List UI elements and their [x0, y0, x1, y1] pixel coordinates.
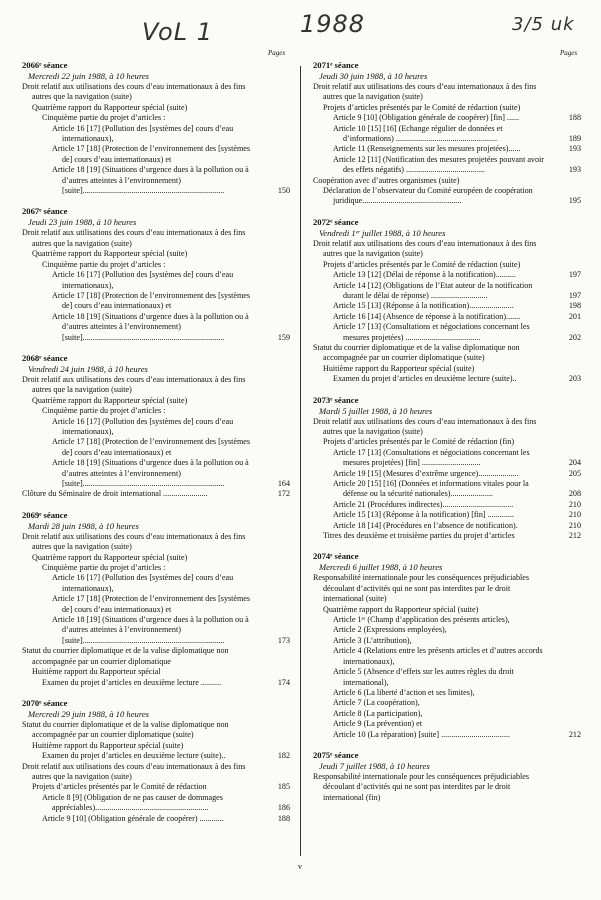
toc-line-text: Quatrième rapport du Rapporteur spécial (suite): [32, 552, 188, 562]
toc-line: [313, 312, 581, 322]
toc-line: [313, 82, 581, 103]
toc-page-number: 204: [568, 458, 581, 468]
toc-line: [313, 364, 581, 374]
toc-line: [22, 270, 290, 291]
toc-line-text: Article 11 (Renseignements sur les mesures projetées)......: [333, 144, 521, 154]
toc-line: [22, 563, 290, 573]
toc-page-number: 159: [277, 332, 290, 342]
toc-line: [22, 82, 290, 103]
session-date: Vendredi 24 juin 1988, à 10 heures: [28, 363, 148, 374]
toc-line-text: Projets d’articles présentés par le Comité de rédaction (suite): [323, 102, 521, 112]
toc-line: [313, 322, 581, 343]
toc-line: [313, 479, 581, 500]
toc-line: [313, 531, 581, 541]
toc-line-text: Article 5 (Absence d’effets sur les autres règles du droit international),: [333, 667, 514, 687]
toc-line-text: Cinquième partie du projet d’articles :: [42, 563, 166, 573]
toc-line: [313, 437, 581, 447]
toc-line-text: Quatrième rapport du Rapporteur spécial (suite): [32, 395, 188, 405]
toc-line: [313, 260, 581, 270]
toc-line: [22, 782, 290, 792]
session-title: 2068ᵉ séance: [22, 352, 68, 363]
toc-line: [313, 698, 581, 708]
toc-line: [22, 291, 290, 312]
toc-line: [313, 646, 581, 667]
toc-line: [22, 762, 290, 783]
toc-line-text: Huitième rapport du Rapporteur spécial (suite): [32, 740, 184, 750]
toc-line-text: Article 19 [15] (Mesures d’extrême urgence)....................: [333, 468, 519, 478]
toc-line: [22, 312, 290, 343]
session-entry: [22, 60, 290, 196]
toc-line-text: Responsabilité internationale pour les conséquences préjudiciables découlant d’activités qui ne sont pas interdites par le droit international (suite): [313, 573, 529, 604]
toc-line: [22, 375, 290, 396]
toc-line-text: Article 17 [13] (Consultations et négociations concernant les mesures projetées) [fin] .............................: [333, 447, 530, 468]
toc-line-text: Article 1ᵉʳ (Champ d’application des présents articles),: [333, 615, 510, 625]
toc-line: [22, 678, 290, 688]
toc-page-number: 197: [568, 290, 581, 300]
session-entry: [22, 510, 290, 688]
toc-line-text: Examen du projet d’articles en deuxième lecture ..........: [42, 677, 222, 687]
toc-page-number: 198: [568, 301, 581, 311]
toc-line: [22, 741, 290, 751]
toc-line-text: Article 18 [19] (Situations d’urgence dues à la pollution ou à d’autres atteintes à l’environnement) [suite]......................................................................: [52, 165, 249, 196]
pages-header-right: Pages: [560, 49, 578, 57]
toc-page-number: 188: [568, 113, 581, 123]
toc-line-text: Quatrième rapport du Rapporteur spécial (suite): [32, 102, 188, 112]
toc-line: [313, 469, 581, 479]
session-date: Jeudi 7 juillet 1988, à 10 heures: [319, 760, 430, 771]
toc-line: [313, 374, 581, 384]
toc-line: [22, 615, 290, 646]
toc-line-text: Article 16 [14] (Absence de réponse à la notification).......: [333, 311, 521, 321]
toc-line: [22, 751, 290, 761]
session-date: Jeudi 30 juin 1988, à 10 heures: [319, 71, 428, 81]
toc-line: [22, 437, 290, 458]
toc-line: [22, 228, 290, 249]
toc-page-number: 174: [277, 677, 290, 687]
toc-page-number: 186: [277, 803, 290, 813]
toc-line-text: Titres des deuxième et troisième parties du projet d’articles: [323, 531, 515, 541]
toc-line-text: Article 16 [17] (Pollution des [systèmes de] cours d’eau internationaux),: [52, 123, 234, 144]
toc-page-number: 189: [568, 134, 581, 144]
toc-line: [313, 605, 581, 615]
session-entry: [22, 206, 290, 342]
toc-line: [313, 573, 581, 604]
session-entry: [313, 750, 581, 803]
toc-line-text: Article 9 [10] (Obligation générale de coopérer) [fin] ......: [333, 113, 520, 123]
toc-line-text: Droit relatif aux utilisations des cours d’eau internationaux à des fins autres que la navigation (suite): [22, 531, 246, 552]
toc-line-text: Article 14 [12] (Obligations de l’Etat auteur de la notification durant le délai de réponse) ............................: [333, 280, 533, 300]
toc-line-text: Article 15 [13] (Réponse à la notification) [fin] .............: [333, 510, 514, 520]
toc-line: [22, 165, 290, 196]
toc-line-text: Article 18 [19] (Situations d’urgence dues à la pollution ou à d’autres atteintes à l’environnement) [suite]......................................................................: [52, 311, 249, 342]
toc-line-text: Droit relatif aux utilisations des cours d’eau internationaux à des fins autres que la navigation (suite): [22, 82, 246, 102]
toc-line: [22, 260, 290, 270]
toc-page-number: 208: [568, 489, 581, 499]
toc-page-number: 197: [568, 270, 581, 280]
toc-line-text: Droit relatif aux utilisations des cours d’eau internationaux à des fins autres que la navigation (suite): [22, 761, 246, 781]
toc-line-text: Cinquième partie du projet d’articles :: [42, 259, 166, 269]
toc-line: [313, 667, 581, 688]
toc-line: [313, 186, 581, 207]
left-column: [22, 52, 290, 824]
toc-line-text: Article 17 [18] (Protection de l’environnement des [systèmes de] cours d’eau internationaux) et: [52, 437, 251, 457]
toc-line-text: Droit relatif aux utilisations des cours d’eau internationaux à des fins autres que la navigation (suite): [313, 238, 537, 259]
toc-line-text: Article 16 [17] (Pollution des [systèmes de] cours d’eau internationaux),: [52, 416, 234, 436]
toc-line: [313, 730, 581, 740]
toc-line: [22, 249, 290, 259]
toc-line-text: Article 10 (La réparation) [suite] ..................................: [333, 729, 510, 739]
toc-line-text: Examen du projet d’articles en deuxième lecture (suite)..: [333, 374, 517, 384]
toc-line-text: Article 17 [13] (Consultations et négociations concernant les mesures projetées) .....................................: [333, 322, 530, 342]
toc-line-text: Article 8 [9] (Obligation de ne pas causer de dommages appréciables)........................................................: [42, 792, 223, 813]
session-date: Mardi 28 juin 1988, à 10 heures: [28, 520, 139, 531]
toc-line: [313, 500, 581, 510]
toc-line-text: Quatrième rapport du Rapporteur spécial (suite): [32, 249, 188, 259]
session-entry: [313, 60, 581, 207]
toc-line: [22, 103, 290, 113]
session-title: 2070ᵉ séance: [22, 697, 68, 708]
toc-line: [22, 532, 290, 553]
toc-page-number: 150: [277, 186, 290, 196]
toc-page-number: 212: [568, 729, 581, 739]
toc-line: [313, 239, 581, 260]
toc-line-text: Article 4 (Relations entre les présents articles et d’autres accords internationaux),: [333, 646, 543, 666]
handwritten-fraction: 3/5 uk: [512, 14, 575, 35]
session-title: 2069ᵉ séance: [22, 509, 68, 520]
toc-line: [313, 719, 581, 729]
session-title: 2067ᵉ séance: [22, 206, 68, 217]
session-entry: [313, 217, 581, 385]
toc-line: [22, 113, 290, 123]
toc-line: [313, 448, 581, 469]
toc-line: [22, 406, 290, 416]
toc-page-number: 203: [568, 374, 581, 384]
toc-line-text: Statut du courrier diplomatique et de la valise diplomatique non accompagnée par un courrier diplomatique (suite): [313, 342, 520, 363]
toc-page-number: 173: [277, 635, 290, 645]
toc-line: [22, 124, 290, 145]
session-title: 2075ᵉ séance: [313, 749, 359, 760]
toc-line-text: Article 3 (L’attribution),: [333, 635, 412, 645]
toc-line-text: Cinquième partie du projet d’articles :: [42, 113, 166, 123]
toc-page-number: 210: [568, 510, 581, 520]
toc-line-text: Article 12 [11] (Notification des mesures projetées pouvant avoir des effets négatifs) .......................................: [333, 154, 544, 175]
toc-line-text: Article 21 (Procédures indirectes)...................................: [333, 499, 514, 509]
toc-line-text: Article 17 [18] (Protection de l’environnement des [systèmes de] cours d’eau internationaux) et: [52, 594, 251, 614]
toc-page-number: 193: [568, 165, 581, 175]
toc-line-text: Clôture du Séminaire de droit international ......................: [22, 489, 208, 499]
toc-line-text: Droit relatif aux utilisations des cours d’eau internationaux à des fins autres que la navigation (suite): [313, 82, 537, 102]
session-date: Mardi 5 juillet 1988, à 10 heures: [319, 405, 433, 416]
toc-line-text: Déclaration de l’observateur du Comité européen de coopération juridique.................................................: [323, 186, 533, 206]
toc-line-text: Article 20 [15] [16] (Données et informations vitales pour la défense ou la sécurité nationales).....................: [333, 479, 529, 499]
handwritten-volume: VoL 1: [142, 18, 213, 46]
toc-line-text: Statut du courrier diplomatique et de la valise diplomatique non accompagnée par un courrier diplomatique: [22, 646, 229, 666]
toc-line: [22, 594, 290, 615]
toc-line: [313, 625, 581, 635]
toc-line: [22, 814, 290, 824]
toc-line: [313, 144, 581, 154]
toc-line: [313, 155, 581, 176]
toc-line: [22, 646, 290, 667]
toc-page-number: 212: [568, 531, 581, 541]
toc-line-text: Droit relatif aux utilisations des cours d’eau internationaux à des fins autres que la navigation (suite): [313, 416, 537, 436]
toc-line-text: Droit relatif aux utilisations des cours d’eau internationaux à des fins autres que la navigation (suite): [22, 228, 246, 248]
toc-line-text: Article 16 [17] (Pollution des [systèmes de] cours d’eau internationaux),: [52, 270, 234, 290]
toc-line-text: Article 16 [17] (Pollution des [systèmes de] cours d’eau internationaux),: [52, 573, 234, 593]
toc-line: [313, 510, 581, 520]
column-divider: [300, 66, 301, 856]
toc-line: [22, 144, 290, 165]
session-entry: [313, 395, 581, 542]
toc-line-text: Projets d’articles présentés par le Comité de rédaction (fin): [323, 437, 515, 447]
toc-line-text: Article 7 (La coopération),: [333, 698, 420, 708]
toc-page-number: 202: [568, 332, 581, 342]
toc-line-text: Responsabilité internationale pour les conséquences préjudiciables découlant d’activités qui ne sont pas interdites par le droit international (fin): [313, 771, 529, 802]
right-column: [313, 52, 581, 803]
session-title: 2071ᵉ séance: [313, 60, 359, 70]
toc-line-text: Article 9 (La prévention) et: [333, 719, 422, 729]
toc-page-number: 205: [568, 468, 581, 478]
toc-line: [313, 281, 581, 302]
toc-page-number: 188: [277, 813, 290, 823]
session-title: 2073ᵉ séance: [313, 394, 359, 405]
toc-line: [313, 688, 581, 698]
session-date: Jeudi 23 juin 1988, à 10 heures: [28, 217, 137, 228]
toc-line-text: Cinquième partie du projet d’articles :: [42, 406, 166, 416]
toc-line-text: Statut du courrier diplomatique et de la valise diplomatique non accompagnée par un courrier diplomatique (suite): [22, 719, 229, 740]
toc-line-text: Article 10 [15] [16] (Echange régulier de données et d’informations) ..................................................: [333, 123, 503, 144]
toc-page-number: 172: [277, 489, 290, 499]
toc-line: [22, 553, 290, 563]
toc-line: [313, 270, 581, 280]
session-entry: [22, 353, 290, 500]
toc-line: [313, 343, 581, 364]
toc-line: [22, 458, 290, 489]
toc-page-number: 195: [568, 196, 581, 206]
toc-line: [22, 396, 290, 406]
toc-line: [313, 301, 581, 311]
toc-line-text: Droit relatif aux utilisations des cours d’eau internationaux à des fins autres que la navigation (suite): [22, 374, 246, 395]
pages-header-left: Pages: [268, 49, 286, 57]
toc-line-text: Huitième rapport du Rapporteur spécial: [32, 667, 161, 677]
toc-page-number: 201: [568, 311, 581, 321]
toc-line-text: Article 13 [12] (Délai de réponse à la notification)..........: [333, 270, 516, 280]
toc-line: [313, 417, 581, 438]
toc-line: [22, 720, 290, 741]
toc-line: [313, 521, 581, 531]
session-date: Mercredi 22 juin 1988, à 10 heures: [28, 71, 150, 81]
toc-line-text: Examen du projet d’articles en deuxième lecture (suite)..: [42, 751, 226, 761]
page-number: v: [298, 862, 302, 871]
toc-line-text: Article 18 [19] (Situations d’urgence dues à la pollution ou à d’autres atteintes à l’environnement) [suite]......................................................................: [52, 615, 249, 645]
toc-page-number: 210: [568, 520, 581, 530]
toc-line: [313, 636, 581, 646]
toc-line-text: Article 17 [18] (Protection de l’environnement des [systèmes de] cours d’eau internationaux) et: [52, 290, 251, 311]
session-date: Mercredi 29 juin 1988, à 10 heures: [28, 708, 150, 719]
toc-line: [313, 103, 581, 113]
handwritten-year: 1988: [300, 10, 366, 38]
toc-page-number: 185: [277, 782, 290, 792]
session-entry: [313, 551, 581, 740]
session-date: Mercredi 6 juillet 1988, à 10 heures: [319, 562, 443, 573]
toc-line: [22, 489, 290, 499]
toc-line: [22, 573, 290, 594]
session-title: 2066ᵉ séance: [22, 60, 68, 70]
toc-line-text: Article 2 (Expressions employées),: [333, 625, 447, 635]
toc-line-text: Article 18 [14] (Procédures en l’absence de notification).: [333, 520, 518, 530]
toc-line: [313, 772, 581, 803]
toc-line: [313, 709, 581, 719]
toc-line-text: Huitième rapport du Rapporteur spécial (suite): [323, 363, 475, 373]
toc-line: [313, 124, 581, 145]
toc-line-text: Article 8 (La participation),: [333, 708, 423, 718]
toc-line: [313, 176, 581, 186]
toc-page-number: 210: [568, 499, 581, 509]
toc-line-text: Quatrième rapport du Rapporteur spécial (suite): [323, 604, 479, 614]
toc-line: [22, 417, 290, 438]
toc-line-text: Projets d’articles présentés par le Comité de rédaction: [32, 782, 207, 792]
session-entry: [22, 698, 290, 824]
toc-line: [22, 793, 290, 814]
toc-line: [22, 667, 290, 677]
toc-line-text: Article 18 [19] (Situations d’urgence dues à la pollution ou à d’autres atteintes à l’environnement) [suite]......................................................................: [52, 458, 249, 488]
toc-line-text: Article 17 [18] (Protection de l’environnement des [systèmes de] cours d’eau internationaux) et: [52, 144, 251, 164]
toc-line-text: Article 6 (La liberté d’action et ses limites),: [333, 687, 475, 697]
toc-line: [313, 113, 581, 123]
session-date: Vendredi 1ᵉʳ juillet 1988, à 10 heures: [319, 227, 446, 238]
toc-line: [313, 615, 581, 625]
toc-line-text: Projets d’articles présentés par le Comité de rédaction (suite): [323, 259, 521, 269]
toc-line-text: Article 15 [13] (Réponse à la notification)......................: [333, 301, 514, 311]
toc-line-text: Coopération avec d’autres organismes (suite): [313, 175, 460, 185]
toc-page-number: 182: [277, 751, 290, 761]
session-title: 2074ᵉ séance: [313, 551, 359, 562]
session-title: 2072ᵉ séance: [313, 216, 359, 227]
toc-page-number: 164: [277, 479, 290, 488]
toc-line-text: Article 9 [10] (Obligation générale de coopérer) ............: [42, 813, 224, 823]
toc-page-number: 193: [568, 144, 581, 154]
